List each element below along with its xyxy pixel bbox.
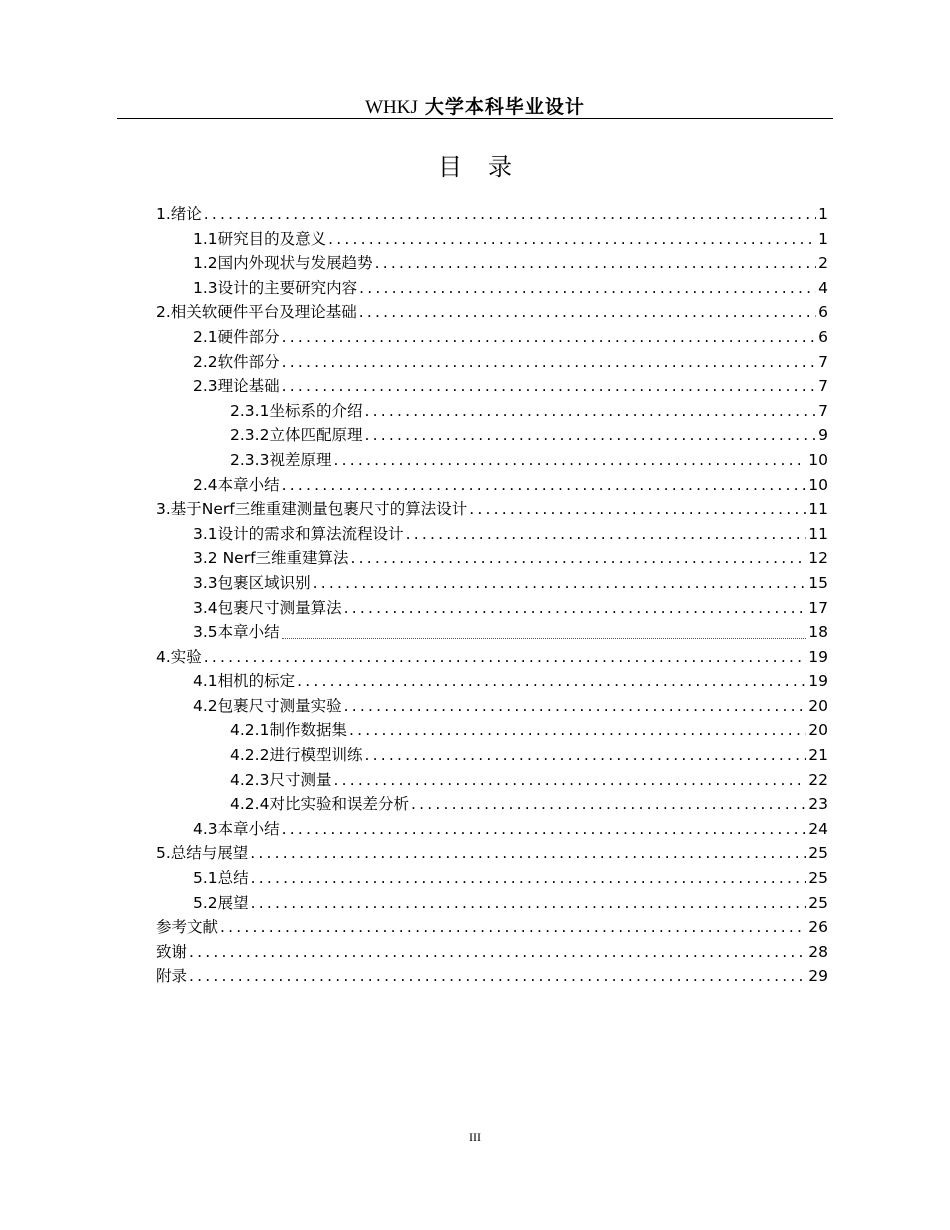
toc-leader-dots: [282, 473, 807, 498]
toc-entry[interactable]: [156, 251, 828, 276]
toc-leader-dots: [297, 669, 806, 694]
toc-entry-page: 23: [808, 795, 828, 814]
toc-leader-dots: [204, 202, 816, 227]
toc-leader-dots: [406, 522, 807, 547]
toc-entry[interactable]: [156, 596, 828, 621]
toc-entry-title: 4.2.1制作数据集: [230, 721, 347, 740]
toc-leader-dots: [313, 571, 807, 596]
toc-entry-title: 4.1相机的标定: [193, 672, 296, 691]
toc-entry-page: 4: [818, 278, 828, 297]
toc-entry-page: 19: [808, 672, 828, 691]
toc-entry-title: 2.3.1坐标系的介绍: [230, 401, 363, 420]
toc-leader-dots: [189, 964, 806, 989]
toc-entry-page: 7: [818, 401, 828, 420]
toc-leader-dots: [333, 448, 806, 473]
table-of-contents: [156, 202, 828, 989]
toc-entry[interactable]: [156, 866, 828, 891]
toc-entry-page: 12: [808, 549, 828, 568]
toc-entry-title: 1.3设计的主要研究内容: [193, 278, 358, 297]
toc-leader-dots: [250, 841, 806, 866]
toc-entry[interactable]: [156, 743, 828, 768]
toc-entry-title: 2.相关软硬件平台及理论基础: [156, 303, 357, 322]
toc-entry-page: 18: [808, 623, 828, 642]
toc-leader-dots: [282, 638, 807, 639]
toc-entry-page: 26: [808, 918, 828, 937]
toc-entry-page: 20: [808, 721, 828, 740]
toc-entry-page: 22: [808, 770, 828, 789]
toc-entry-page: 24: [808, 819, 828, 838]
page-title: 目录: [438, 153, 538, 181]
toc-leader-dots: [344, 596, 807, 621]
toc-entry[interactable]: [156, 792, 828, 817]
toc-entry-title: 3.2 Nerf三维重建算法: [193, 549, 349, 568]
toc-entry-title: 2.4本章小结: [193, 475, 280, 494]
toc-entry[interactable]: [156, 350, 828, 375]
toc-entry-title: 2.3.3视差原理: [230, 450, 332, 469]
toc-entry-title: 参考文献: [156, 918, 219, 937]
toc-entry-page: 1: [818, 229, 828, 248]
toc-entry-title: 4.实验: [156, 647, 202, 666]
toc-leader-dots: [328, 227, 816, 252]
toc-entry[interactable]: [156, 669, 828, 694]
toc-leader-dots: [282, 350, 816, 375]
header-rule: [117, 118, 833, 119]
toc-leader-dots: [469, 497, 806, 522]
toc-entry-title: 2.3理论基础: [193, 377, 280, 396]
toc-entry-page: 11: [808, 524, 828, 543]
page-header: [0, 92, 950, 119]
toc-entry-title: 3.3包裹区域识别: [193, 573, 311, 592]
toc-entry[interactable]: [156, 276, 828, 301]
toc-leader-dots: [351, 546, 807, 571]
toc-entry-title: 1.2国内外现状与发展趋势: [193, 254, 373, 273]
toc-entry-title: 4.2.4对比实验和误差分析: [230, 795, 409, 814]
toc-entry-page: 6: [818, 303, 828, 322]
toc-entry[interactable]: [156, 300, 828, 325]
toc-entry-page: 6: [818, 327, 828, 346]
toc-entry-page: 1: [818, 205, 828, 223]
toc-entry-title: 1.1研究目的及意义: [193, 229, 327, 248]
toc-entry-page: 20: [808, 696, 828, 715]
toc-entry-page: 29: [808, 967, 828, 986]
toc-entry-title: 附录: [156, 967, 188, 986]
toc-entry[interactable]: [156, 227, 828, 252]
toc-entry-title: 4.2.3尺寸测量: [230, 770, 332, 789]
toc-entry-page: 7: [818, 352, 828, 371]
toc-entry[interactable]: [156, 399, 828, 424]
toc-entry[interactable]: [156, 768, 828, 793]
toc-entry-page: 10: [808, 475, 828, 494]
toc-entry[interactable]: [156, 817, 828, 842]
toc-entry[interactable]: [156, 473, 828, 498]
toc-entry-title: 4.2.2进行模型训练: [230, 746, 363, 765]
toc-leader-dots: [359, 300, 816, 325]
toc-entry-page: 25: [808, 844, 828, 863]
toc-entry[interactable]: [156, 325, 828, 350]
toc-entry-title: 2.2软件部分: [193, 352, 280, 371]
toc-leader-dots: [364, 743, 806, 768]
toc-entry[interactable]: [156, 620, 828, 645]
toc-entry-page: 25: [808, 893, 828, 912]
toc-leader-dots: [220, 915, 806, 940]
toc-entry-title: 4.3本章小结: [193, 819, 280, 838]
toc-entry-page: 15: [808, 573, 828, 592]
toc-entry-title: 5.2展望: [193, 893, 249, 912]
toc-leader-dots: [349, 718, 806, 743]
toc-entry-page: 28: [808, 942, 828, 961]
toc-entry-title: 5.总结与展望: [156, 844, 249, 863]
toc-entry-title: 3.1设计的需求和算法流程设计: [193, 524, 404, 543]
toc-entry[interactable]: [156, 940, 828, 965]
toc-entry[interactable]: [156, 841, 828, 866]
toc-entry-title: 2.3.2立体匹配原理: [230, 426, 363, 445]
toc-entry-title: 3.5本章小结: [193, 623, 280, 642]
toc-entry-page: 9: [818, 426, 828, 445]
toc-entry[interactable]: [156, 374, 828, 399]
toc-entry-page: 2: [818, 254, 828, 273]
toc-leader-dots: [189, 940, 806, 965]
toc-entry[interactable]: [156, 694, 828, 719]
toc-entry-title: 致谢: [156, 942, 188, 961]
toc-entry[interactable]: [156, 448, 828, 473]
toc-entry[interactable]: [156, 915, 828, 940]
toc-leader-dots: [375, 251, 816, 276]
toc-leader-dots: [364, 423, 816, 448]
toc-entry-page: 17: [808, 598, 828, 617]
toc-entry-title: 2.1硬件部分: [193, 327, 280, 346]
toc-entry-page: 19: [808, 647, 828, 666]
toc-entry-page: 25: [808, 869, 828, 888]
toc-entry[interactable]: [156, 645, 828, 670]
toc-leader-dots: [282, 817, 807, 842]
toc-entry-page: 10: [808, 450, 828, 469]
toc-leader-dots: [364, 399, 816, 424]
toc-entry[interactable]: [156, 423, 828, 448]
toc-leader-dots: [251, 891, 807, 916]
toc-entry[interactable]: [156, 202, 828, 227]
toc-entry[interactable]: [156, 571, 828, 596]
toc-entry-title: 3.4包裹尺寸测量算法: [193, 598, 342, 617]
toc-leader-dots: [251, 866, 807, 891]
page-number: III: [469, 1130, 481, 1144]
toc-leader-dots: [344, 694, 807, 719]
toc-entry-page: 21: [808, 746, 828, 765]
toc-entry-title: 1.绪论: [156, 205, 202, 223]
toc-entry[interactable]: [156, 497, 828, 522]
toc-entry-title: 5.1总结: [193, 869, 249, 888]
toc-leader-dots: [411, 792, 806, 817]
toc-entry-page: 7: [818, 377, 828, 396]
toc-entry[interactable]: [156, 964, 828, 989]
toc-leader-dots: [282, 325, 816, 350]
toc-entry-title: 4.2包裹尺寸测量实验: [193, 696, 342, 715]
toc-entry[interactable]: [156, 891, 828, 916]
toc-leader-dots: [282, 374, 816, 399]
toc-entry[interactable]: [156, 546, 828, 571]
toc-leader-dots: [204, 645, 806, 670]
header-title: 大学本科毕业设计: [424, 96, 585, 118]
toc-entry[interactable]: [156, 522, 828, 547]
toc-leader-dots: [333, 768, 806, 793]
toc-entry[interactable]: [156, 718, 828, 743]
toc-entry-page: 11: [808, 500, 828, 519]
toc-entry-title: 3.基于Nerf三维重建测量包裹尺寸的算法设计: [156, 500, 468, 519]
toc-leader-dots: [359, 276, 816, 301]
header-latin: WHKJ: [365, 97, 418, 118]
